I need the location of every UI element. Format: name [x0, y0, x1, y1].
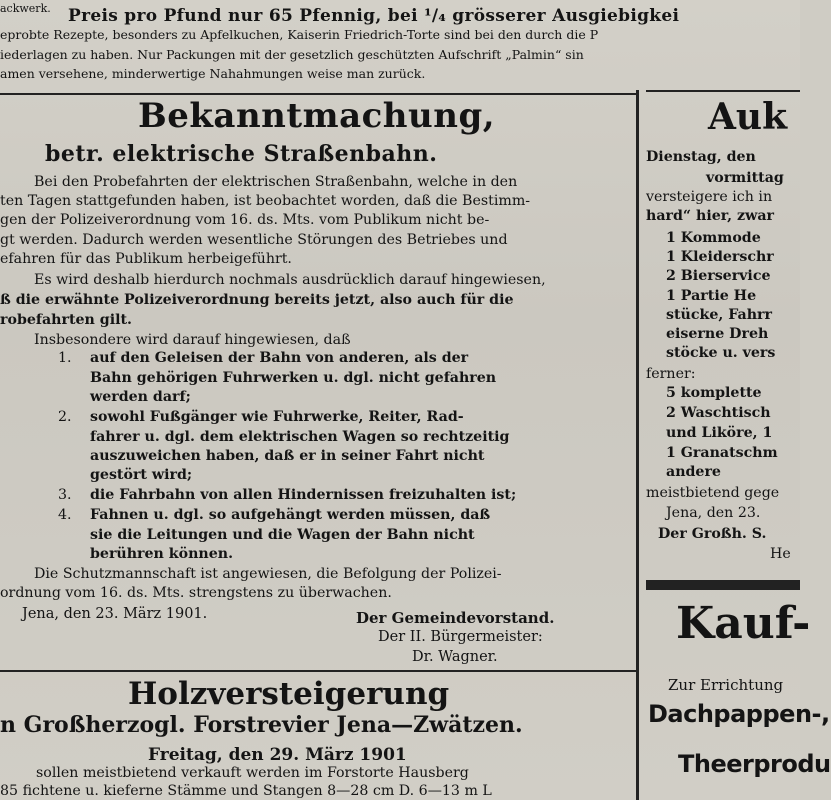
item-number: 2. — [58, 409, 72, 425]
auction-title: Auk — [708, 96, 788, 138]
item-number: 3. — [58, 487, 72, 503]
auction-line: He — [770, 546, 791, 562]
auction-line: 5 komplette — [666, 385, 762, 401]
notice-line: robefahrten gilt. — [0, 312, 132, 328]
item-line: auf den Geleisen der Bahn von anderen, als der — [90, 350, 469, 366]
notice-line: ß die erwähnte Polizeiverordnung bereits jetzt, also auch für die — [0, 292, 514, 308]
top-ad-line: eprobte Rezepte, besonders zu Apfelkuchen, Kaiserin Friedrich-Torte sind bei den durch die P — [0, 27, 599, 42]
item-number: 4. — [58, 507, 72, 523]
auction-line: 2 Waschtisch — [666, 405, 771, 421]
notice-title: Bekanntmachung, — [138, 96, 496, 136]
item-line: sie die Leitungen und die Wagen der Bahn nicht — [90, 527, 475, 543]
item-line: sowohl Fußgänger wie Fuhrwerke, Reiter, Rad- — [90, 409, 464, 425]
auction-line: Dienstag, den — [646, 149, 756, 165]
top-price-line: Preis pro Pfund nur 65 Pfennig, bei ¹/₄ grösserer Ausgiebigkei — [68, 6, 680, 26]
item-line: Bahn gehörigen Fuhrwerken u. dgl. nicht gefahren — [90, 370, 497, 386]
right-top-rule — [646, 90, 800, 92]
signature-name: Dr. Wagner. — [412, 649, 498, 665]
item-line: werden darf; — [90, 389, 191, 405]
auction-line: 1 Granatschm — [666, 445, 778, 461]
auction-line: vormittag — [706, 170, 784, 186]
notice-line: ten Tagen stattgefunden haben, ist beobachtet worden, daß die Bestimm- — [0, 193, 531, 209]
signature-title: Der II. Bürgermeister: — [378, 629, 543, 645]
item-number: 1. — [58, 350, 72, 366]
notice-line: gen der Polizeiverordnung vom 16. ds. Mts. vom Publikum nicht be- — [0, 212, 490, 228]
notice-line: Die Schutzmannschaft ist angewiesen, die Befolgung der Polizei- — [34, 566, 502, 582]
auction-line: 1 Kommode — [666, 230, 761, 246]
auction-line: Jena, den 23. — [666, 505, 761, 521]
notice-subtitle: betr. elektrische Straßenbahn. — [45, 141, 438, 167]
item-line: berühren können. — [90, 546, 234, 562]
item-line: auszuweichen haben, daß er in seiner Fahrt nicht — [90, 448, 485, 464]
notice-line: Insbesondere wird darauf hingewiesen, daß — [34, 332, 351, 348]
holz-line: 85 fichtene u. kieferne Stämme und Stangen 8—28 cm D. 6—13 m L — [0, 783, 492, 799]
notice-date: Jena, den 23. März 1901. — [22, 606, 208, 622]
holz-title: Holzversteigerung — [128, 676, 450, 712]
notice-line: gt werden. Dadurch werden wesentliche Störungen des Betriebes und — [0, 232, 508, 248]
notice-line: Es wird deshalb hierdurch nochmals ausdrücklich darauf hingewiesen, — [34, 272, 546, 288]
auction-line: meistbietend gege — [646, 485, 780, 501]
kauf-line: Dachpappen-, — [648, 700, 830, 728]
top-rule — [0, 93, 636, 95]
right-thick-rule — [646, 580, 800, 590]
auction-line: und Liköre, 1 — [666, 425, 773, 441]
auction-line: eiserne Dreh — [666, 326, 769, 342]
kauf-title: Kauf- — [676, 598, 811, 649]
top-ad-line: amen versehene, minderwertige Nahahmungen weise man zurück. — [0, 66, 426, 81]
top-ad-line: iederlagen zu haben. Nur Packungen mit der gesetzlich geschützten Aufschrift „Palmin“ sin — [0, 47, 584, 62]
kauf-line: Theerprodu — [678, 750, 831, 778]
holz-date: Freitag, den 29. März 1901 — [148, 745, 407, 765]
auction-line: 1 Kleiderschr — [666, 249, 774, 265]
item-line: Fahnen u. dgl. so aufgehängt werden müssen, daß — [90, 507, 491, 523]
section-rule — [0, 670, 636, 672]
auction-line: 1 Partie He — [666, 288, 757, 304]
signature-authority: Der Gemeindevorstand. — [356, 609, 555, 627]
auction-line: hard“ hier, zwar — [646, 208, 774, 224]
notice-line: ordnung vom 16. ds. Mts. strengstens zu überwachen. — [0, 585, 392, 601]
auction-line: ferner: — [646, 366, 696, 382]
auction-line: versteigere ich in — [646, 189, 773, 205]
auction-line: 2 Bierservice — [666, 268, 771, 284]
column-divider — [636, 90, 639, 800]
item-line: gestört wird; — [90, 467, 193, 483]
notice-line: Bei den Probefahrten der elektrischen Straßenbahn, welche in den — [34, 174, 518, 190]
auction-line: stöcke u. vers — [666, 345, 776, 361]
item-line: die Fahrbahn von allen Hindernissen freizuhalten ist; — [90, 487, 517, 503]
kauf-line: Zur Errichtung — [668, 676, 784, 694]
auction-line: Der Großh. S. — [658, 526, 767, 542]
auction-line: stücke, Fahrr — [666, 307, 772, 323]
item-line: fahrer u. dgl. dem elektrischen Wagen so rechtzeitig — [90, 429, 510, 445]
auction-line: andere — [666, 464, 721, 480]
notice-line: efahren für das Publikum herbeigeführt. — [0, 251, 292, 267]
holz-line: sollen meistbietend verkauft werden im Forstorte Hausberg — [36, 765, 469, 781]
top-cut-word: ackwerk. — [0, 2, 51, 15]
holz-subtitle: n Großherzogl. Forstrevier Jena—Zwätzen. — [0, 712, 523, 738]
